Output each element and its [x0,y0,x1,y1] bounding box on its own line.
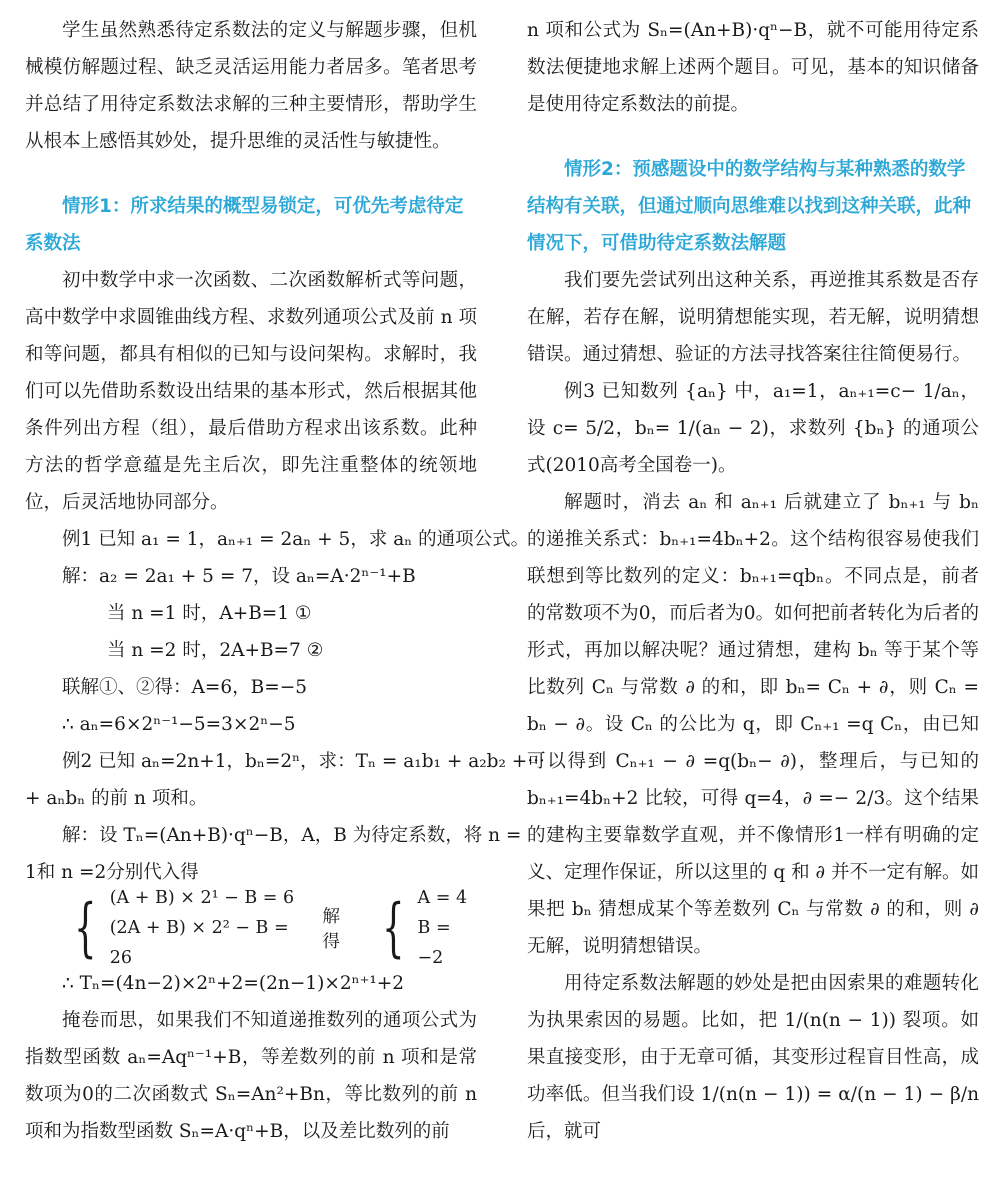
right-brace: { [381,891,405,965]
section-heading-2: 情形2：预感题设中的数学结构与某种熟悉的数学结构有关联，但通过顺向思维难以找到这种关联，此种情况下，可借助待定系数法解题 [527,159,972,254]
body-paragraph-5: 用待定系数法解题的妙处是把由因索果的难题转化为执果索因的易题。比如，把 1/(n(n − 1)) 裂项。如果直接变形，由于无章可循，其变形过程盲目性高，成功率低。但当我们设 1/(n(n − 1)) = α/(n − 1) − β/n 后，就可 [527,973,979,1142]
example-3: 例3 已知数列 {aₙ} 中，a₁=1，aₙ₊₁=c− 1/aₙ，设 c= 5/2，bₙ= 1/(aₙ − 2)，求数列 {bₙ} 的通项公式(2010高考全国卷一)。 [527,381,979,476]
solve-label: 解得 [322,907,340,952]
solution-2-line-1: 解：设 Tₙ=(An+B)·qⁿ−B，A，B 为待定系数，将 n = [62,825,522,846]
body-paragraph-4: 解题时，消去 aₙ 和 aₙ₊₁ 后就建立了 bₙ₊₁ 与 bₙ 的递推关系式：bₙ₊₁=4bₙ+2。这个结构很容易使我们联想到等比数列的定义：bₙ₊₁=qbₙ。不同点是，前者的常数项不为0，而后者为0。如何把前者转化为后者的形式，再加以解决呢？通过猜想，建构 bₙ 等于某个等比数列 Cₙ 与常数 ∂ 的和，即 bₙ= Cₙ + ∂，则 Cₙ = bₙ − ∂。设 Cₙ 的公比为 q，即 Cₙ₊₁ =q Cₙ，由已知可以得到 Cₙ₊₁ − ∂ =q(bₙ− ∂)，整理后，与已知的 bₙ₊₁=4bₙ+2 比较，可得 q=4，∂ =− 2/3。这个结果的建构主要靠数学直观，并不像情形1一样有明确的定义、定理作保证，所以这里的 q 和 ∂ 并不一定有解。如果把 bₙ 猜想成某个等差数列 Cₙ 与常数 ∂ 的和，则 ∂ 无解，说明猜想错误。 [527,492,979,957]
right-column [527,0,979,1150]
solution-B: B = −2 [417,918,451,968]
system-equations [110,883,301,973]
joint-solution: 联解①、②得：A=6，B=−5 [62,677,307,698]
result-1: ∴ aₙ=6×2ⁿ⁻¹−5=3×2ⁿ−5 [62,714,296,735]
left-column [25,0,545,1150]
system-solutions [418,883,477,973]
intro-paragraph: 学生虽然熟悉待定系数法的定义与解题步骤，但机械模仿解题过程、缺乏灵活运用能力者居多。笔者思考并总结了用待定系数法求解的三种主要情形，帮助学生从根本上感悟其妙处，提升思维的灵活性与敏捷性。 [25,20,477,152]
case-n1: 当 n =1 时，A+B=1 ① [107,603,312,624]
left-brace: { [74,891,97,965]
example-1: 例1 已知 a₁ = 1，aₙ₊₁ = 2aₙ + 5，求 aₙ 的通项公式。 [62,529,530,550]
example-2-line-1: 例2 已知 aₙ=2n+1，bₙ=2ⁿ，求：Tₙ = a₁b₁ + a₂b₂ +··· [62,751,545,772]
body-paragraph-2: 掩卷而思，如果我们不知道递推数列的通项公式为指数型函数 aₙ=Aqⁿ⁻¹+B，等差数列的前 n 项和是常数项为0的二次函数式 Sₙ=An²+Bn，等比数列的前 n 项和为指数型函数 Sₙ=A·qⁿ+B，以及差比数列的前 [25,1010,477,1142]
example-2-line-2: + aₙbₙ 的前 n 项和。 [25,788,208,809]
body-paragraph-1: 初中数学中求一次函数、二次函数解析式等问题，高中数学中求圆锥曲线方程、求数列通项公式及前 n 项和等问题，都具有相似的已知与设问架构。求解时，我们可以先借助系数设出结果的基本形式，然后根据其他条件列出方程（组），最后借助方程求出该系数。此种方法的哲学意蕴是先主后次，即先注重整体的统领地位，后灵活地协同部分。 [25,270,477,513]
section-heading-1: 情形1：所求结果的概型易锁定，可优先考虑待定系数法 [25,196,464,254]
result-2: ∴ Tₙ=(4n−2)×2ⁿ+2=(2n−1)×2ⁿ⁺¹+2 [62,973,405,994]
solution-2-line-2: 1和 n =2分别代入得 [25,862,199,883]
equation-system [25,888,477,968]
body-paragraph-3: 我们要先尝试列出这种关系，再逆推其系数是否存在解，若存在解，说明猜想能实现，若无解，说明猜想错误。通过猜想、验证的方法寻找答案往往简便易行。 [527,270,979,365]
solution-A: A = 4 [417,888,468,908]
system-eq-2: (2A + B) × 2² − B = 26 [109,918,289,968]
continued-paragraph: n 项和公式为 Sₙ=(An+B)·qⁿ−B，就不可能用待定系数法便捷地求解上述两个题目。可见，基本的知识储备是使用待定系数法的前提。 [527,20,979,115]
case-n2: 当 n =2 时，2A+B=7 ② [107,640,324,661]
system-eq-1: (A + B) × 2¹ − B = 6 [109,888,295,908]
solution-1: 解：a₂ = 2a₁ + 5 = 7，设 aₙ=A·2ⁿ⁻¹+B [62,566,416,587]
